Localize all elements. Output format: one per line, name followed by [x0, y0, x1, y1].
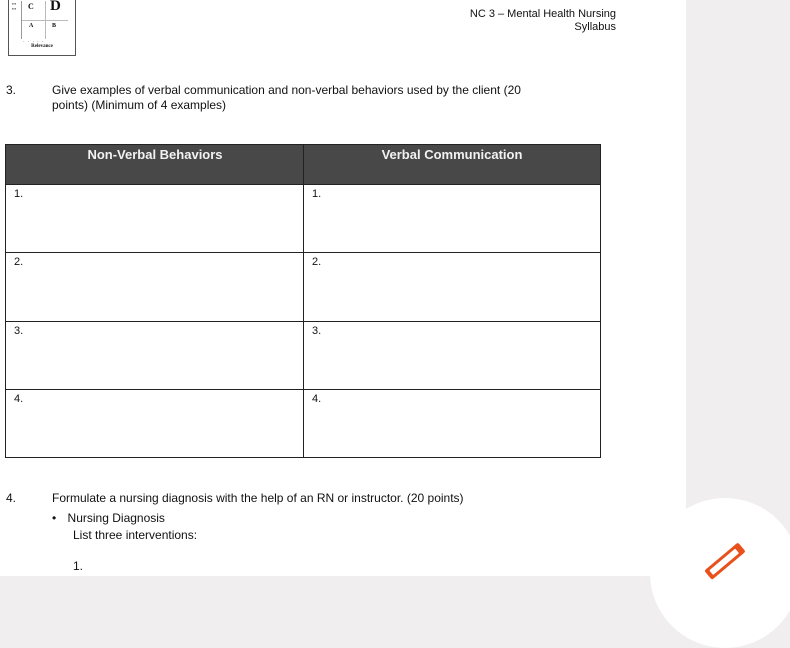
logo-quadrant-d: D [50, 0, 61, 14]
document-header [470, 8, 616, 34]
question-3-text [52, 83, 612, 113]
nursing-diagnosis-label: Nursing Diagnosis [67, 511, 165, 525]
verbal-cell-4[interactable]: 4. [312, 393, 322, 405]
table-row [6, 389, 600, 458]
header-non-verbal: Non-Verbal Behaviors [87, 147, 223, 162]
interventions-label: List three interventions: [73, 528, 198, 542]
logo-quadrant-b: B [52, 23, 57, 29]
verbal-cell-2[interactable]: 2. [312, 256, 322, 268]
communication-table [5, 144, 601, 458]
logo-quadrant-a: A [29, 23, 34, 29]
table-row [6, 252, 600, 322]
question-3-line-2: points) (Minimum of 4 examples) [52, 98, 227, 112]
non-verbal-cell-3[interactable]: 3. [14, 325, 24, 337]
logo-axis-ticks: ····· [23, 39, 47, 45]
quadrant-logo [8, 0, 76, 56]
question-3-line-1: Give examples of verbal communication and non-verbal behaviors used by the client (20 [52, 83, 521, 97]
table-row [6, 184, 600, 253]
intervention-item-1[interactable]: 1. [73, 559, 84, 573]
bullet-dot-icon: • [52, 511, 57, 525]
non-verbal-cell-4[interactable]: 4. [14, 393, 24, 405]
table-row [6, 321, 600, 390]
question-4-text: Formulate a nursing diagnosis with the help of an RN or instructor. (20 points) [52, 491, 464, 505]
verbal-cell-1[interactable]: 1. [312, 188, 322, 200]
document-type: Syllabus [574, 21, 616, 33]
header-verbal: Verbal Communication [381, 147, 523, 162]
verbal-cell-3[interactable]: 3. [312, 325, 322, 337]
pencil-icon [702, 542, 752, 582]
logo-grid [21, 1, 68, 39]
course-title: NC 3 – Mental Health Nursing [469, 8, 616, 20]
logo-vertical-axis: ▪▪▪▪▪▪ [12, 1, 17, 11]
question-4-number: 4. [6, 491, 17, 505]
question-3-number: 3. [6, 83, 17, 97]
nursing-diagnosis-bullet [52, 511, 165, 525]
non-verbal-cell-1[interactable]: 1. [14, 188, 24, 200]
edit-fab[interactable] [650, 498, 790, 648]
logo-quadrant-c: C [28, 2, 34, 11]
logo-axis-label: Relevance [31, 44, 53, 49]
non-verbal-cell-2[interactable]: 2. [14, 256, 24, 268]
